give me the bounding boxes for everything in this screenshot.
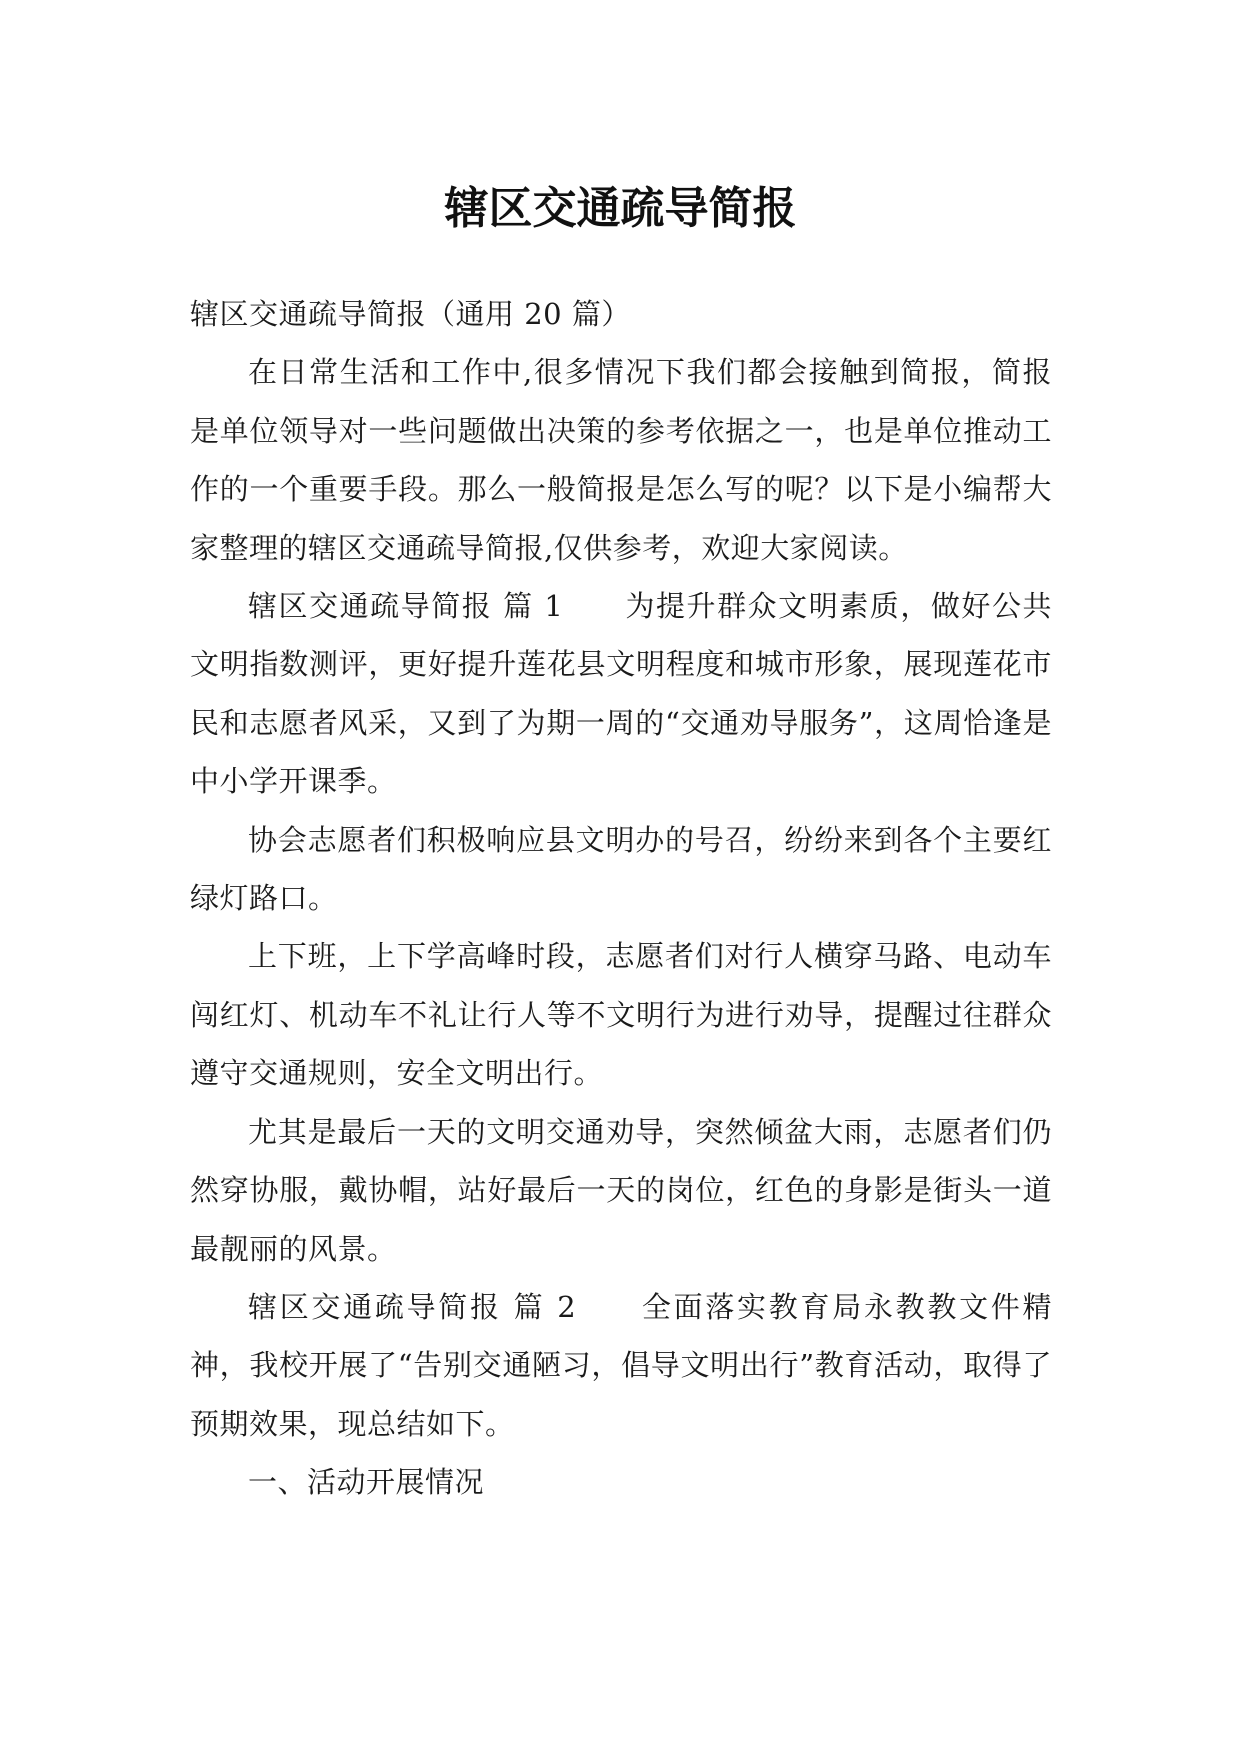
body-paragraph: 尤其是最后一天的文明交通劝导，突然倾盆大雨，志愿者们仍然穿协服，戴协帽，站好最后一天的岗位，红色的身影是街头一道最靓丽的风景。 <box>190 1114 1052 1266</box>
body-paragraph: 上下班，上下学高峰时段，志愿者们对行人横穿马路、电动车闯红灯、机动车不礼让行人等不文明行为进行劝导，提醒过往群众遵守交通规则，安全文明出行。 <box>190 939 1052 1091</box>
body-paragraph: 协会志愿者们积极响应县文明办的号召，纷纷来到各个主要红绿灯路口。 <box>190 822 1052 916</box>
heading-paragraph: 一、活动开展情况 <box>248 1465 485 1500</box>
intro-paragraph: 在日常生活和工作中,很多情况下我们都会接触到简报，简报是单位领导对一些问题做出决策的参考依据之一，也是单位推动工作的一个重要手段。那么一般简报是怎么写的呢？以下是小编帮大家整理的辖区交通疏导简报,仅供参考，欢迎大家阅读。 <box>190 355 1052 565</box>
subtitle-paragraph: 辖区交通疏导简报（通用 20 篇） <box>190 297 631 331</box>
section-2-paragraph: 辖区交通疏导简报 篇 2 全面落实教育局永教教文件精神，我校开展了“告别交通陋习，倡导文明出行”教育活动，取得了预期效果，现总结如下。 <box>190 1289 1052 1441</box>
section-1-paragraph: 辖区交通疏导简报 篇 1 为提升群众文明素质，做好公共文明指数测评，更好提升莲花县文明程度和城市形象，展现莲花市民和志愿者风采，又到了为期一周的“交通劝导服务”，这周恰逢是中小学开课季。 <box>190 589 1052 799</box>
document-title: 辖区交通疏导简报 <box>444 183 797 235</box>
document-body <box>190 285 1052 1512</box>
